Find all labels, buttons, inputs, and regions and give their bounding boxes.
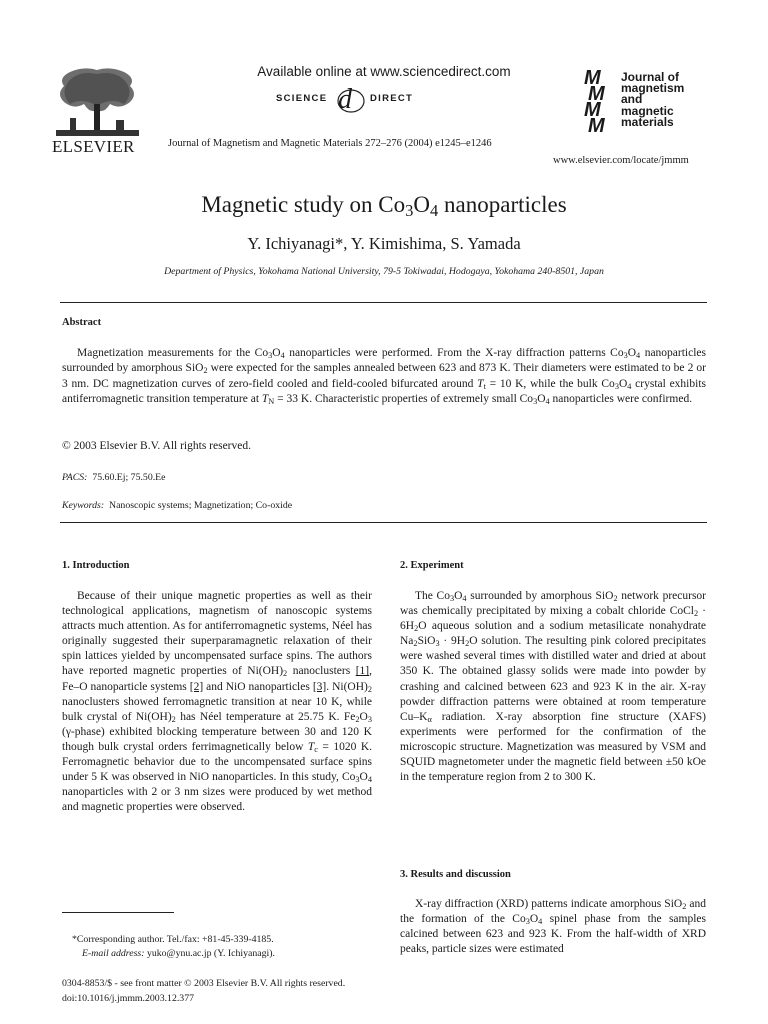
results-body: [400, 897, 706, 957]
sciencedirect-circle-icon: [336, 86, 366, 114]
jmmm-title-line: and: [621, 92, 643, 107]
divider: [60, 302, 707, 303]
keywords-list: Nanoscopic systems; Magnetization; Co-oxide: [109, 500, 293, 511]
journal-citation: Journal of Magnetism and Magnetic Materials 272–276 (2004) e1245–e1246: [168, 138, 492, 149]
divider: [60, 522, 707, 523]
keywords-label: Keywords:: [62, 500, 105, 511]
sciencedirect-direct-text: DIRECT: [370, 93, 414, 104]
author-list: Y. Ichiyanagi*, Y. Kimishima, S. Yamada: [247, 234, 521, 253]
pacs-line: [62, 472, 166, 483]
bottom-info: [62, 977, 345, 1006]
doi-line[interactable]: doi:10.1016/j.jmmm.2003.12.377: [62, 992, 194, 1004]
introduction-paragraph: Because of their unique magnetic properties as well as their technological applications, magnetism of nanoscopic systems attracts much attention. As for antiferromagnetic systems, Néel has originally suggested their superparamagnetic relaxation of their spin lattices yielded by uncompensated surface spins. The authors have reported magnetic properties of $Ni(OH)_2$ nanoclusters [1], Fe–O nanoparticle systems [2] and NiO nanoparticles [3]. $Ni(OH)_2$ nanoclusters showed ferromagnetic transition at near 10 K, while bulk crystal of $Ni(OH)_2$ has Néel temperature at 25.75 K. $Fe_2O_3$ (γ-phase) exhibited blocking temperature between 30 and 120 K though bulk crystal orders ferrimagnetically below $T_c = 1020$ K. Ferromagnetic behavior due to the uncompensated surface spins under 5 K was observed in NiO nanoparticles. In this study, $Co_3O_4$ nanoparticles with 2 or 3 nm sizes were produced by wet method and magnetic properties were observed.: [62, 590, 372, 814]
jmmm-title-line: Journal of: [621, 70, 680, 84]
sciencedirect-logo: [276, 84, 496, 114]
jmmm-m-glyph: M: [584, 67, 601, 89]
jmmm-title-line: magnetic: [621, 103, 674, 118]
abstract-body: [62, 346, 706, 407]
available-online-text: Available online at www.sciencedirect.com: [257, 64, 511, 79]
email-note: [62, 947, 372, 961]
footnote: [62, 933, 372, 961]
jmmm-m-glyph: M: [588, 83, 605, 105]
email-label: E-mail address:: [82, 948, 145, 959]
results-paragraph: X-ray diffraction (XRD) patterns indicate amorphous SiO$_2$ and the formation of the $Co_3O_4$ spinel phase from the samples calcined between 623 and 923 K. From the half-width of XRD peaks, particle sizes were estimated: [400, 898, 706, 956]
jmmm-title-line: magnetism: [621, 81, 685, 96]
experiment-paragraph: The $Co_3O_4$ surrounded by amorphous SiO$_2$ network precursor was chemically precipitated by mixing a cobalt chloride CoCl$_2$ · $6H_2O$ aqueous solution and a sodium metasilicate nonahydrate $Na_2SiO_3 \cdot 9H_2O$ solution. The resulting pink colored precipitates were washed several times with distilled water and dried at about 350 K. The obtained glassy solids were made into powder by crashing and calcined between 623 and 923 K in the air. X-ray powder diffraction patterns were obtained at room temperature $Cu-K_\alpha$ radiation. X-ray absorption fine structure (XAFS) experiments were performed for the confirmation of the microscopic structure. Magnetization was measured by VSM and SQUID magnetometer under the magnetic field between ±50 kOe in the temperature region from 2 to 300 K.: [400, 590, 706, 784]
footnote-divider: [62, 912, 174, 913]
copyright-line: © 2003 Elsevier B.V. All rights reserved.: [62, 440, 251, 452]
jmmm-title: [621, 72, 684, 128]
author-affiliation: Department of Physics, Yokohama National University, 79-5 Tokiwadai, Hodogaya, Yokohama 240-8501, Japan: [164, 266, 604, 277]
pacs-label: PACS:: [62, 472, 88, 483]
journal-url-link[interactable]: www.elsevier.com/locate/jmmm: [553, 155, 689, 166]
keywords-line: [62, 500, 292, 511]
abstract-heading: Abstract: [62, 317, 102, 328]
sciencedirect-d-glyph: d: [338, 84, 352, 115]
sciencedirect-science-text: SCIENCE: [276, 93, 328, 104]
abstract-text: Magnetization measurements for the $Co_3O_4$ nanoparticles were performed. From the X-ray diffraction patterns $Co_3O_4$ nanoparticles surrounded by amorphous SiO$_2$ were expected for the samples annealed between 623 and 873 K. Their diameters were estimated to be 2 or 3 nm. DC magnetization curves of zero-field cooled and field-cooled bifurcated around $T_t = 10$ K, while the bulk $Co_3O_4$ crystal exhibits antiferromagnetic transition temperature at $T_N = 33$ K. Characteristic properties of extremely small $Co_3O_4$ nanoparticles were confirmed.: [62, 347, 706, 406]
section-heading-introduction: 1. Introduction: [62, 560, 130, 571]
section-heading-results: 3. Results and discussion: [400, 869, 511, 880]
pacs-codes: 75.60.Ej; 75.50.Ee: [92, 472, 166, 483]
article-title: Magnetic study on $Co_3O_4$ nanoparticles: [201, 192, 567, 221]
email-address-link[interactable]: yuko@ynu.ac.jp (Y. Ichiyanagi).: [146, 948, 275, 959]
publisher-name: ELSEVIER: [52, 137, 135, 156]
introduction-body: [62, 589, 372, 815]
experiment-body: [400, 589, 706, 785]
jmmm-m-glyph: M: [584, 99, 601, 121]
jmmm-m-glyph: M: [588, 115, 605, 137]
issn-line: 0304-8853/$ - see front matter © 2003 Elsevier B.V. All rights reserved.: [62, 978, 346, 989]
corresponding-author-note: *Corresponding author. Tel./fax: +81-45-339-4185.: [72, 934, 274, 945]
section-heading-experiment: 2. Experiment: [400, 560, 464, 571]
jmmm-title-line: materials: [621, 114, 674, 129]
